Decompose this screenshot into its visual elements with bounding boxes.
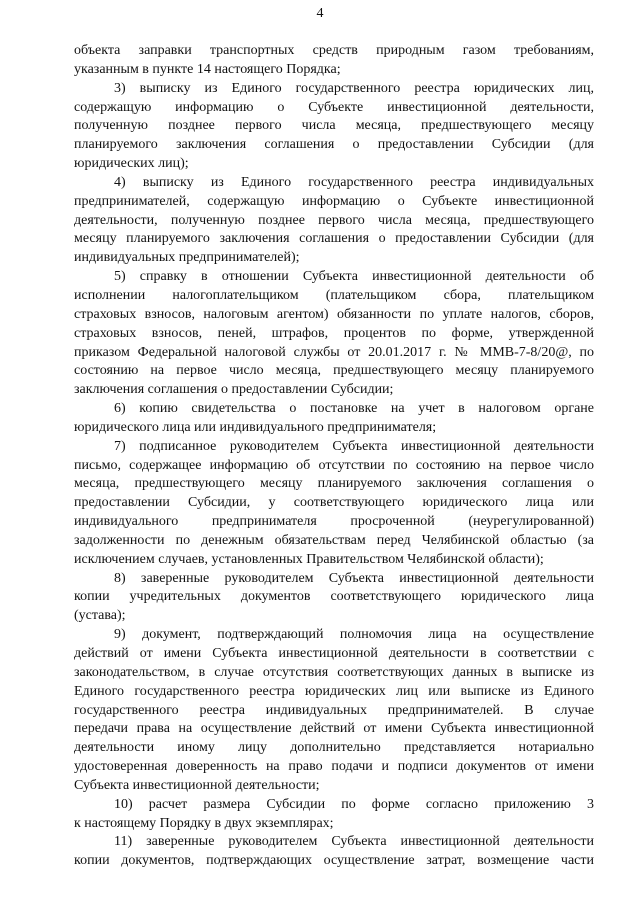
document-body [74, 42, 594, 871]
text-line: юридического лица или индивидуального предпринимателя; [74, 419, 437, 435]
text-line: задолженности по денежным обязательствам перед Челябинской областью (за [74, 532, 594, 548]
text-line: индивидуального предпринимателя просроченной (неурегулированной) [74, 514, 594, 530]
text-line: заключения соглашения о предоставлении Субсидии; [74, 382, 394, 398]
list-item-7-start: 7) подписанное руководителем Субъекта инвестиционной деятельности [114, 438, 594, 454]
page-number: 4 [316, 6, 324, 21]
text-line: индивидуальных предпринимателей); [74, 250, 300, 266]
list-item-10-start: 10) расчет размера Субсидии по форме согласно приложению 3 [114, 796, 594, 812]
text-line: к настоящему Порядку в двух экземплярах; [74, 815, 334, 831]
text-line: полученную позднее первого числа месяца, предшествующего месяцу [74, 118, 594, 134]
text-line: страховых взносов, пеней, штрафов, процентов по форме, утвержденной [74, 325, 594, 341]
text-line: деятельности, полученную позднее первого числа месяца, предшествующего [74, 212, 594, 228]
text-line: содержащую информацию о Субъекте инвестиционной деятельности, [74, 99, 594, 115]
text-line: исключением случаев, установленных Правительством Челябинской области); [74, 551, 544, 567]
list-item-6-start: 6) копию свидетельства о постановке на учет в налоговом органе [114, 401, 594, 417]
text-line: Субъекта инвестиционной деятельности; [74, 777, 320, 793]
text-line: копии учредительных документов соответствующего юридического лица [74, 589, 594, 605]
list-item-5-start: 5) справку в отношении Субъекта инвестиционной деятельности об [114, 269, 594, 285]
text-line: юридических лиц); [74, 156, 189, 172]
text-line: действий от имени Субъекта инвестиционной деятельности в соответствии с [74, 646, 594, 661]
text-line: месяцу планируемого заключения соглашения о предоставлении Субсидии (для [74, 231, 594, 247]
text-line: предоставлении Субсидии, у соответствующего юридического лица или [74, 495, 594, 511]
text-line: удостоверенная доверенность на право подачи и подписи документов от имени [74, 759, 594, 775]
text-line: передачи права на осуществление действий от имени Субъекта инвестиционной [74, 721, 594, 737]
list-item-8-start: 8) заверенные руководителем Субъекта инвестиционной деятельности [114, 570, 594, 586]
text-line: (устава); [74, 608, 126, 624]
text-line: письмо, содержащее информацию об отсутствии по состоянию на первое число [74, 457, 594, 473]
text-line: исполнении налогоплательщиком (плательщиком сбора, плательщиком [74, 287, 594, 303]
text-line: Единого государственного реестра юридических лиц или выписке из Единого [74, 683, 594, 699]
text-line: страховых взносов, налоговым агентом) обязанности по уплате налогов, сборов, [74, 306, 594, 322]
text-line: состоянию на первое число месяца, предшествующего месяцу планируемого [74, 363, 594, 379]
text-line: государственного реестра индивидуальных предпринимателей. В случае [74, 702, 594, 718]
text-line: законодательством, в случае отсутствия соответствующих данных в выписке из [74, 664, 594, 680]
list-item-11-start: 11) заверенные руководителем Субъекта инвестиционной деятельности [114, 834, 594, 850]
text-line: месяца, предшествующего месяцу планируемого заключения соглашения о [74, 476, 594, 492]
list-item-4-start: 4) выписку из Единого государственного реестра индивидуальных [114, 174, 594, 190]
list-item-3-start: 3) выписку из Единого государственного реестра юридических лиц, [114, 80, 594, 96]
text-line: приказом Федеральной налоговой службы от 20.01.2017 г. № ММВ-7-8/20@, по [74, 344, 594, 360]
text-line: копии документов, подтверждающих осуществление затрат, возмещение части [74, 853, 594, 869]
text-line: планируемого заключения соглашения о предоставлении Субсидии (для [74, 137, 594, 153]
text-line: указанным в пункте 14 настоящего Порядка; [74, 61, 341, 77]
list-item-9-start: 9) документ, подтверждающий полномочия лица на осуществление [114, 627, 594, 643]
text-line: объекта заправки транспортных средств природным газом требованиям, [74, 43, 594, 58]
text-line: деятельности иному лицу дополнительно представляется нотариально [74, 740, 594, 756]
text-line: предпринимателей, содержащую информацию о Субъекте инвестиционной [74, 193, 594, 209]
